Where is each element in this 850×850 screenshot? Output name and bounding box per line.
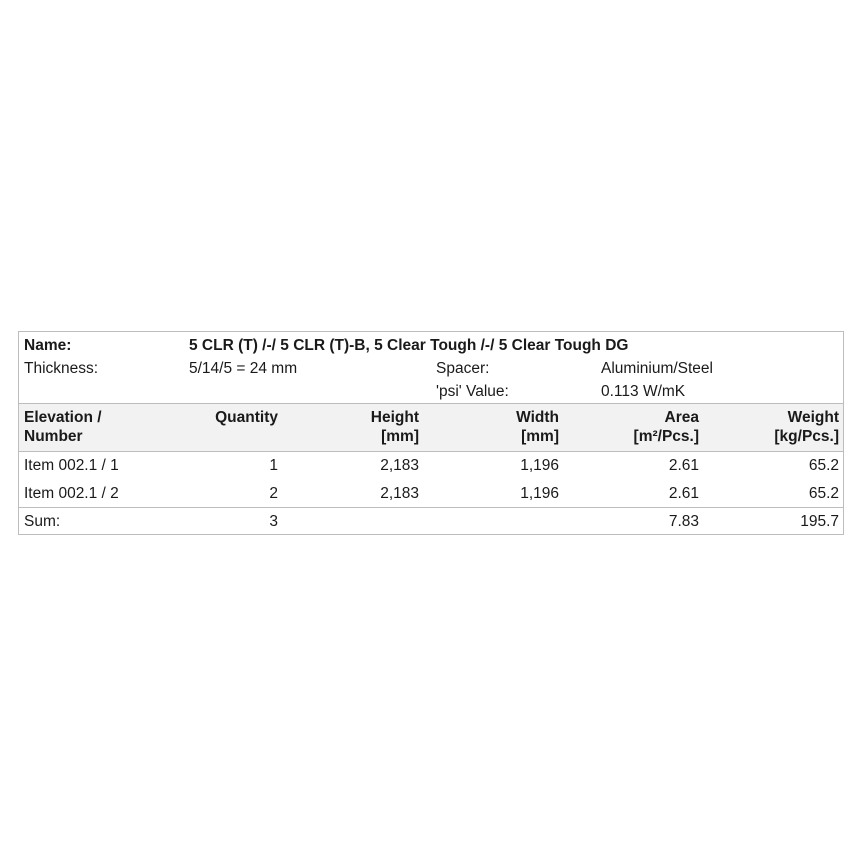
name-label: Name: bbox=[24, 337, 72, 354]
header-weight: Weight bbox=[787, 409, 839, 426]
header-width-unit: [mm] bbox=[521, 428, 559, 445]
sum-divider bbox=[19, 507, 843, 508]
header-quantity: Quantity bbox=[215, 409, 278, 426]
header-area-unit: [m²/Pcs.] bbox=[633, 428, 699, 445]
table-row-width: 1,196 bbox=[520, 457, 559, 474]
header-height-unit: [mm] bbox=[381, 428, 419, 445]
psi-label: 'psi' Value: bbox=[436, 383, 509, 400]
table-row-quantity: 1 bbox=[269, 457, 278, 474]
name-value: 5 CLR (T) /-/ 5 CLR (T)-B, 5 Clear Tough /-/ 5 Clear Tough DG bbox=[189, 337, 629, 354]
sum-area: 7.83 bbox=[668, 513, 699, 530]
table-row-weight: 65.2 bbox=[808, 457, 839, 474]
table-row-item: Item 002.1 / 1 bbox=[24, 457, 119, 474]
header-width: Width bbox=[516, 409, 559, 426]
spacer-value: Aluminium/Steel bbox=[601, 360, 713, 377]
header-elevation: Elevation / bbox=[24, 409, 102, 426]
thickness-value: 5/14/5 = 24 mm bbox=[189, 360, 298, 377]
psi-value: 0.113 W/mK bbox=[601, 383, 686, 400]
table-row-height: 2,183 bbox=[380, 457, 419, 474]
header-number: Number bbox=[24, 428, 83, 445]
table-row-area: 2.61 bbox=[668, 457, 699, 474]
sum-weight: 195.7 bbox=[800, 513, 839, 530]
table-row-item: Item 002.1 / 2 bbox=[24, 485, 119, 502]
thickness-label: Thickness: bbox=[24, 360, 99, 377]
header-height: Height bbox=[370, 409, 419, 426]
glass-spec-table bbox=[18, 331, 844, 535]
table-row-width: 1,196 bbox=[520, 485, 559, 502]
header-area: Area bbox=[664, 409, 699, 426]
spacer-label: Spacer: bbox=[436, 360, 490, 377]
header-weight-unit: [kg/Pcs.] bbox=[774, 428, 839, 445]
table-row-weight: 65.2 bbox=[808, 485, 839, 502]
table-row-area: 2.61 bbox=[668, 485, 699, 502]
table-row-height: 2,183 bbox=[380, 485, 419, 502]
sum-quantity: 3 bbox=[269, 513, 278, 530]
header-top-divider bbox=[19, 403, 843, 404]
header-bottom-divider bbox=[19, 451, 843, 452]
table-header bbox=[19, 403, 843, 451]
sum-label: Sum: bbox=[24, 513, 61, 530]
table-row-quantity: 2 bbox=[269, 485, 278, 502]
